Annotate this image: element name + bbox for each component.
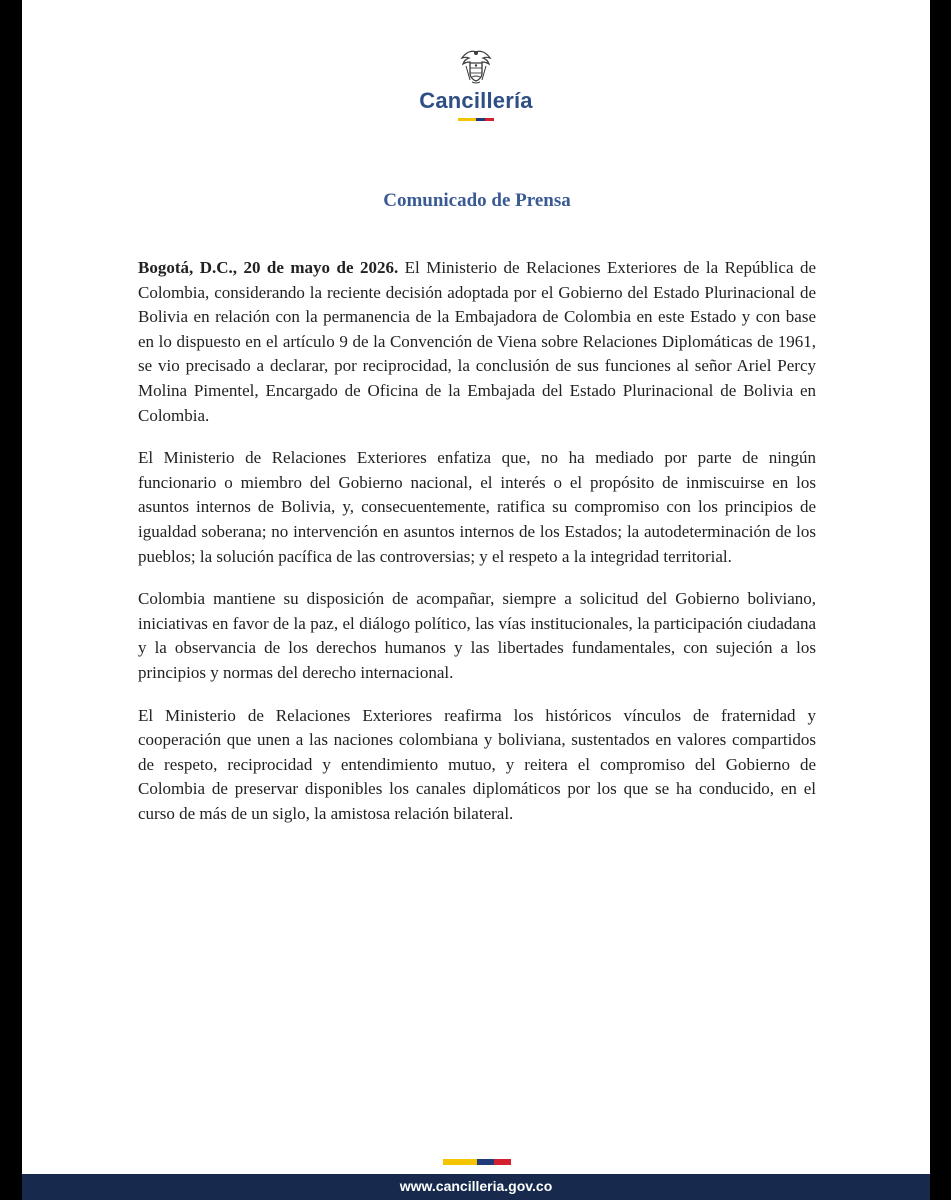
footer-flag-stripe [443,1159,511,1165]
paragraph-1 [138,256,816,428]
cancilleria-logo [22,46,930,121]
footer-website-link[interactable]: www.cancilleria.gov.co [399,1178,553,1194]
document-page [22,0,930,1200]
paragraph-3: Colombia mantiene su disposición de acompañar, siempre a solicitud del Gobierno boliviano, iniciativas en favor de la paz, el diálogo político, las vías institucionales, la participación ciudadana y la observancia de los derechos humanos y las libertades fundamentales, con sujeción a los principios y normas del derecho internacional. [138,589,816,682]
dateline: Bogotá, D.C., 20 de mayo de 2026. [138,258,399,277]
logo-wordmark: Cancillería [419,88,533,113]
document-body [138,256,816,844]
paragraph-1-text: El Ministerio de Relaciones Exteriores de la República de Colombia, considerando la reciente decisión adoptada por el Gobierno del Estado Plurinacional de Bolivia en relación con la permanencia de la Embajadora de Colombia en este Estado y con base en lo dispuesto en el artículo 9 de la Convención de Viena sobre Relaciones Diplomáticas de 1961, se vio precisado a declarar, por reciprocidad, la conclusión de sus funciones al señor Ariel Percy Molina Pimentel, Encargado de Oficina de la Embajada del Estado Plurinacional de Bolivia en Colombia. [138,258,816,425]
paragraph-2: El Ministerio de Relaciones Exteriores enfatiza que, no ha mediado por parte de ningún funcionario o miembro del Gobierno nacional, el interés o el propósito de inmiscuirse en los asuntos internos de Bolivia, y, consecuentemente, ratifica su compromiso con los principios de igualdad soberana; no intervención en asuntos internos de los Estados; la autodeterminación de los pueblos; la solución pacífica de las controversias; y el respeto a la integridad territorial. [138,448,816,566]
flag-stripe [22,118,930,121]
paragraph-4: El Ministerio de Relaciones Exteriores reafirma los históricos vínculos de fraternidad y cooperación que unen a las naciones colombiana y boliviana, sustentados en valores compartidos de respeto, reciprocidad y entendimiento mutuo, y reitera el compromiso del Gobierno de Colombia de preservar disponibles los canales diplomáticos por los que se ha conducido, en el curso de más de un siglo, la amistosa relación bilateral. [138,705,816,823]
footer-bar [22,1174,930,1200]
colombia-coat-of-arms-icon [456,46,496,86]
document-title: Comunicado de Prensa [383,190,571,211]
